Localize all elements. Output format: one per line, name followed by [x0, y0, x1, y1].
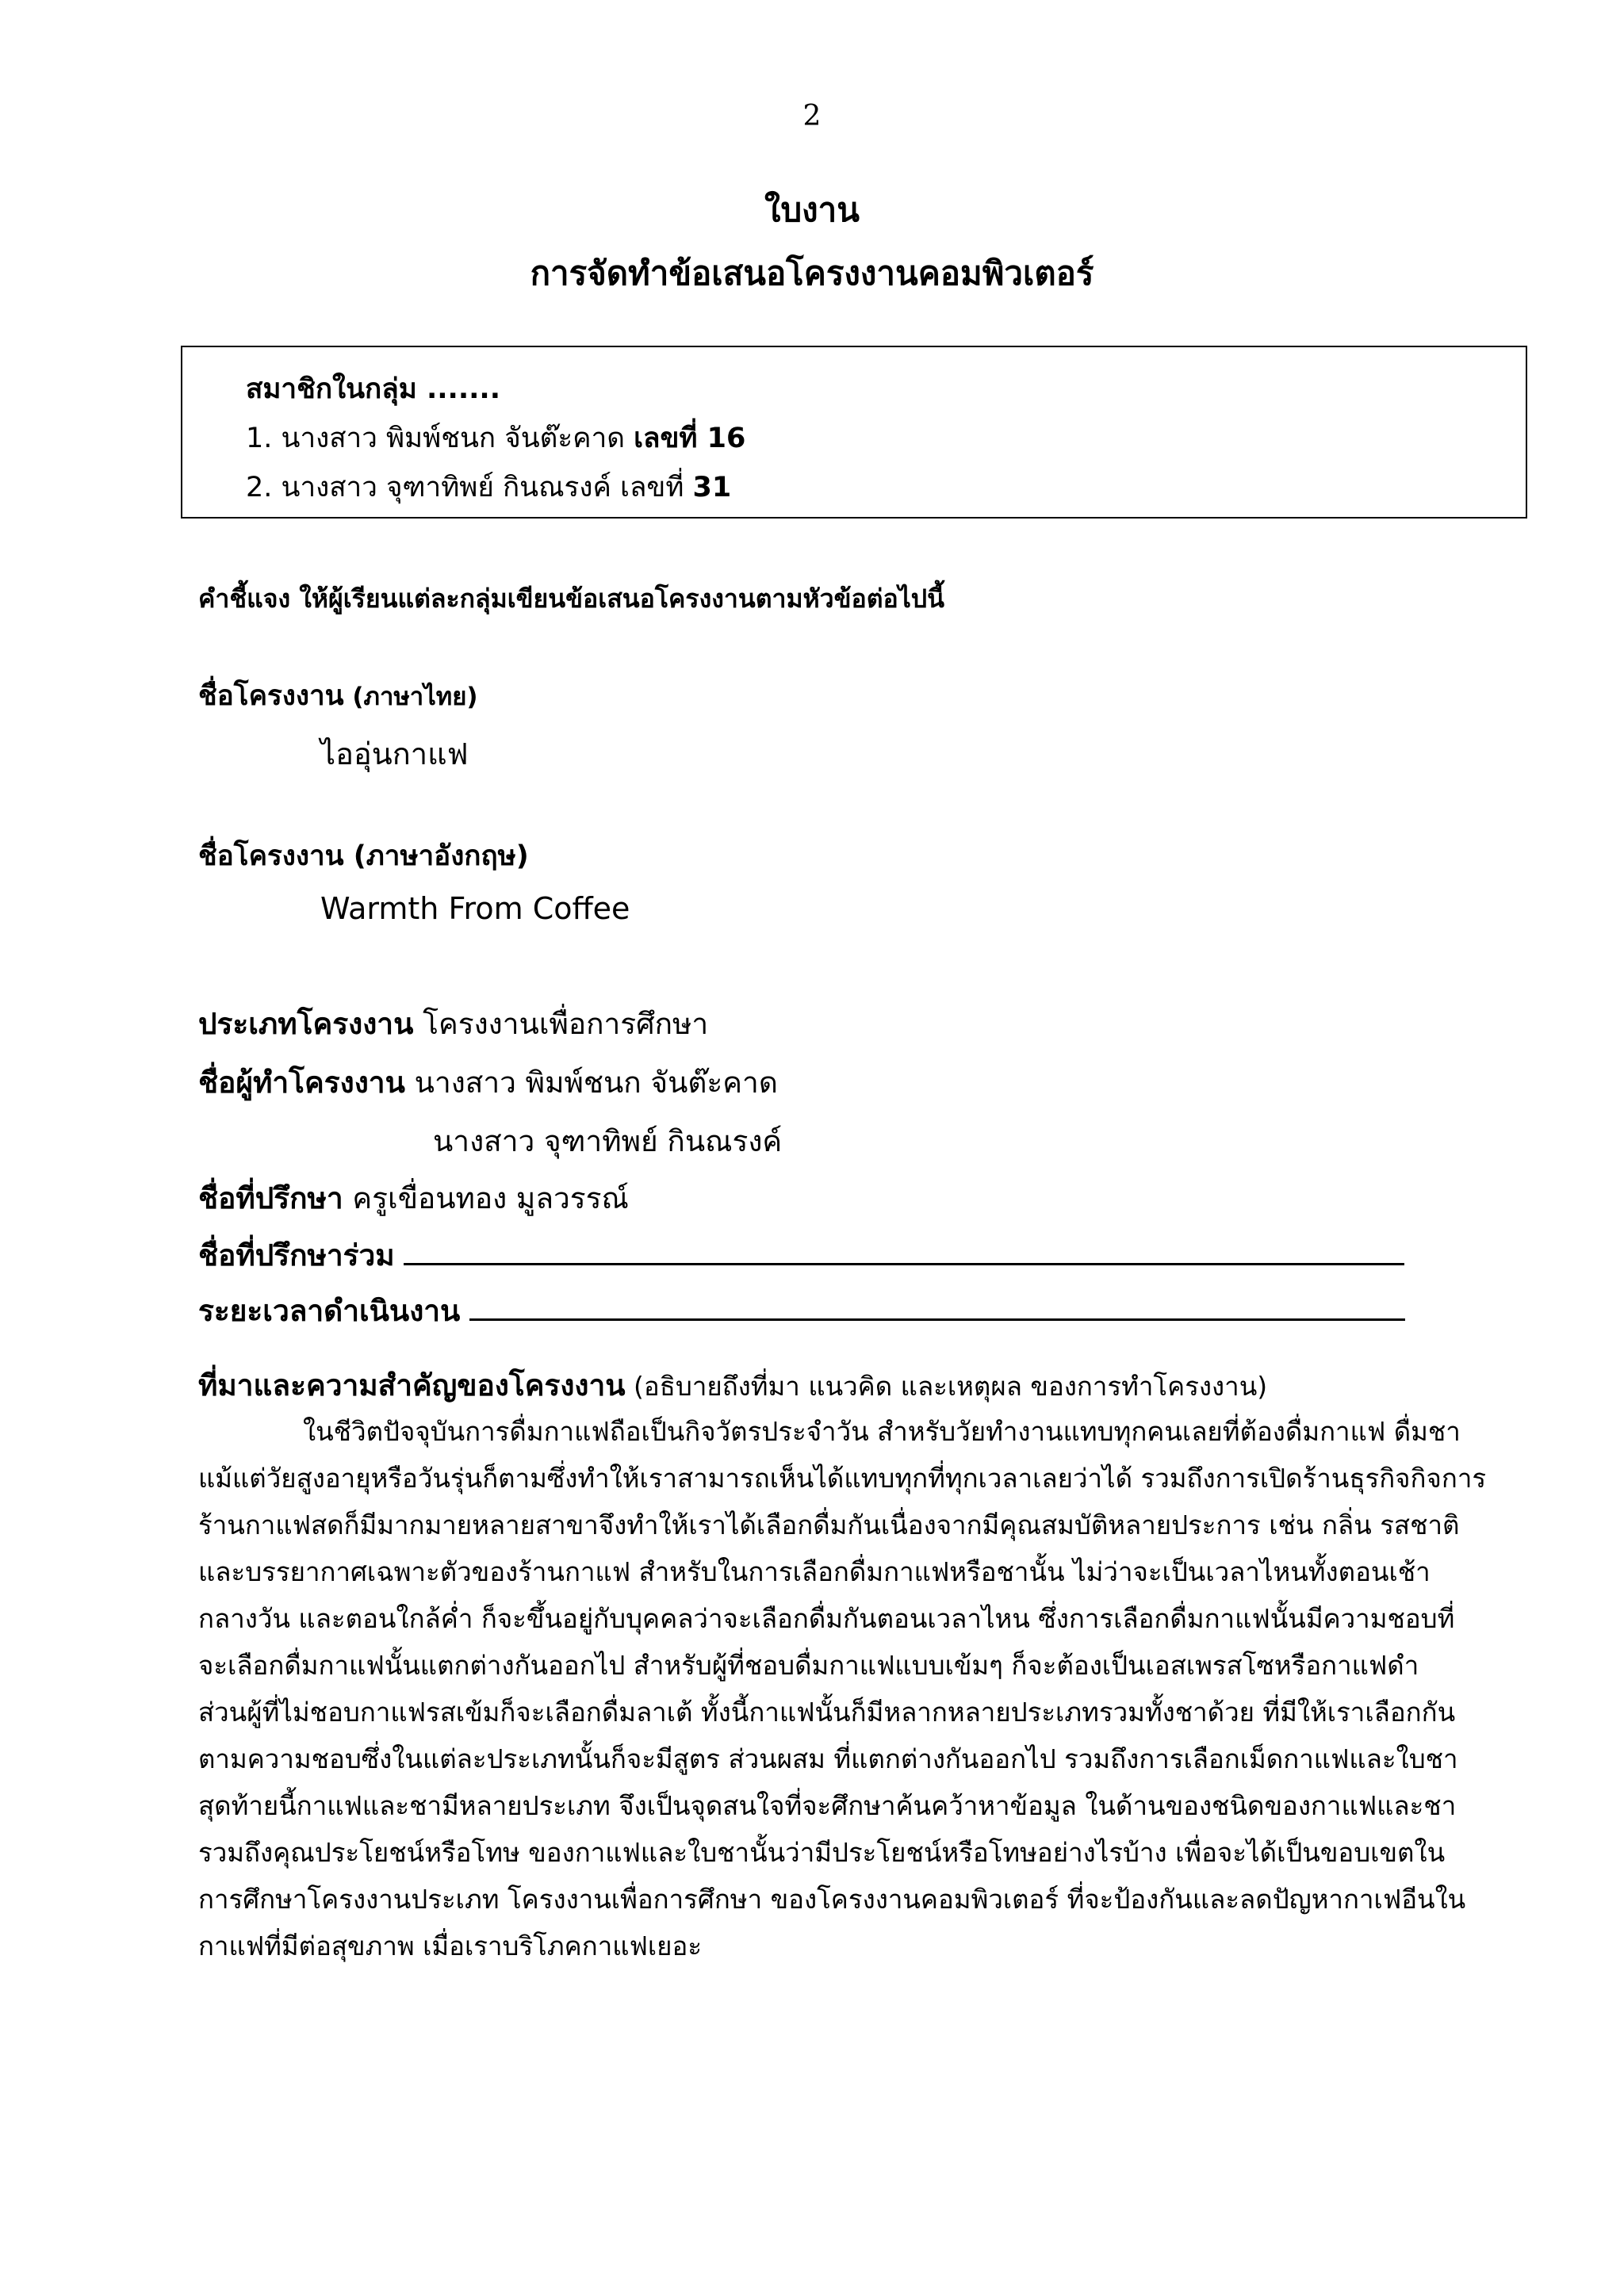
paragraph-line: กลางวัน และตอนใกล้ค่ำ ก็จะขึ้นอยู่กับบุคคลว่าจะเลือกดื่มกันตอนเวลาไหน ซึ่งการเลือกดื่มกาแฟนั้นมีความชอบที่	[198, 1603, 1455, 1634]
project-type-value: โครงงานเพื่อการศึกษา	[413, 1007, 709, 1041]
project-name-en-value: Warmth From Coffee	[320, 891, 630, 926]
background-note: (อธิบายถึงที่มา แนวคิด และเหตุผล ของการทำโครงงาน)	[625, 1371, 1268, 1402]
advisor-value: ครูเขื่อนทอง มูลวรรณ์	[343, 1181, 629, 1215]
project-type-line	[198, 1001, 708, 1047]
paragraph-line: ร้านกาแฟสดก็มีมากมายหลายสาขาจึงทำให้เราได้เลือกดื่มกันเนื่องจากมีคุณสมบัติหลายประการ เช่น กลิ่น รสชาติ	[198, 1510, 1460, 1540]
member-2-name: 2. นางสาว จุฑาทิพย์ กินณรงค์ เลขที่	[246, 472, 693, 503]
instruction-text: คำชี้แจง ให้ผู้เรียนแต่ละกลุ่มเขียนข้อเสนอโครงงานตามหัวข้อต่อไปนี้	[198, 584, 944, 614]
paragraph-line: แม้แต่วัยสูงอายุหรือวันรุ่นก็ตามซึ่งทำให้เราสามารถเห็นได้แทบทุกที่ทุกเวลาเลยว่าได้ รวมถึงการเปิดร้านธุรกิจกิจการ	[198, 1463, 1487, 1494]
worksheet-subtitle: การจัดทำข้อเสนอโครงงานคอมพิวเตอร์	[530, 254, 1094, 293]
paragraph-line: กาแฟที่มีต่อสุขภาพ เมื่อเราบริโภคกาแฟเยอะ	[198, 1931, 703, 1961]
author-2: นางสาว จุฑาทิพย์ กินณรงค์	[433, 1124, 783, 1158]
background-paragraph	[198, 1408, 1515, 1969]
project-name-th-sub: (ภาษาไทย)	[343, 683, 478, 711]
paragraph-line: และบรรยากาศเฉพาะตัวของร้านกาแฟ สำหรับในการเลือกดื่มกาแฟหรือชานั้น ไม่ว่าจะเป็นเวลาไหนทั้งตอนเช้า	[198, 1556, 1431, 1587]
duration-label: ระยะเวลาดำเนินงาน	[198, 1294, 461, 1328]
advisor-line	[198, 1175, 629, 1222]
duration-line	[198, 1288, 1405, 1334]
paragraph-line: จะเลือกดื่มกาแฟนั้นแตกต่างกันออกไป สำหรับผู้ที่ชอบดื่มกาแฟแบบเข้มๆ ก็จะต้องเป็นเอสเพรสโซหรือกาแฟดำ	[198, 1650, 1419, 1681]
paragraph-line: สุดท้ายนี้กาแฟและชามีหลายประเภท จึงเป็นจุดสนใจที่จะศึกษาค้นคว้าหาข้อมูล ในด้านของชนิดของกาแฟและชา	[198, 1790, 1457, 1821]
authors-line	[198, 1059, 778, 1106]
background-heading	[198, 1362, 1267, 1409]
co-advisor-line	[198, 1232, 1404, 1279]
member-item-1	[246, 414, 1526, 463]
page-number: 2	[802, 100, 822, 132]
author-1: นางสาว พิมพ์ชนก จันต๊ะคาด	[404, 1066, 778, 1100]
member-1-name: 1. นางสาว พิมพ์ชนก จันต๊ะคาด	[246, 423, 634, 454]
project-name-en-label: ชื่อโครงงาน (ภาษาอังกฤษ)	[198, 840, 529, 872]
paragraph-line: ส่วนผู้ที่ไม่ชอบกาแฟรสเข้มก็จะเลือกดื่มลาเต้ ทั้งนี้กาแฟนั้นก็มีหลากหลายประเภทรวมทั้งชาด้วย ที่มีให้เราเลือกกัน	[198, 1697, 1456, 1728]
paragraph-line: รวมถึงคุณประโยชน์หรือโทษ ของกาแฟและใบชานั้นว่ามีประโยชน์หรือโทษอย่างไรบ้าง เพื่อจะได้เป็นขอบเขตใน	[198, 1837, 1446, 1868]
member-2-number: 31	[692, 472, 732, 503]
paragraph-line: ในชีวิตปัจจุบันการดื่มกาแฟถือเป็นกิจวัตรประจำวัน สำหรับวัยทำงานแทบทุกคนเลยที่ต้องดื่มกาแฟ ดื่มชา	[303, 1416, 1461, 1447]
member-box	[181, 346, 1527, 519]
project-type-label: ประเภทโครงงาน	[198, 1007, 414, 1041]
advisor-label: ชื่อที่ปรึกษา	[198, 1181, 343, 1215]
background-label: ที่มาและความสำคัญของโครงงาน	[198, 1368, 626, 1402]
member-1-number: เลขที่ 16	[634, 423, 746, 454]
members-header: สมาชิกในกลุ่ม .......	[246, 373, 501, 405]
paragraph-line: ตามความชอบซึ่งในแต่ละประเภทนั้นก็จะมีสูตร ส่วนผสม ที่แตกต่างกันออกไป รวมถึงการเลือกเม็ดกาแฟและใบชา	[198, 1743, 1458, 1774]
member-item-2	[246, 463, 1526, 512]
co-advisor-label: ชื่อที่ปรึกษาร่วม	[198, 1238, 395, 1272]
duration-blank	[469, 1292, 1405, 1321]
project-name-th-heading	[198, 674, 478, 718]
worksheet-title: ใบงาน	[764, 190, 860, 229]
paragraph-line: การศึกษาโครงงานประเภท โครงงานเพื่อการศึกษา ของโครงงานคอมพิวเตอร์ ที่จะป้องกันและลดปัญหากาเฟอีนใน	[198, 1884, 1466, 1915]
authors-label: ชื่อผู้ทำโครงงาน	[198, 1066, 405, 1100]
co-advisor-blank	[404, 1236, 1404, 1265]
project-name-th-label: ชื่อโครงงาน	[198, 680, 344, 712]
project-name-th-value: ไออุ่นกาแฟ	[320, 737, 469, 771]
project-name-en-heading	[198, 834, 529, 878]
